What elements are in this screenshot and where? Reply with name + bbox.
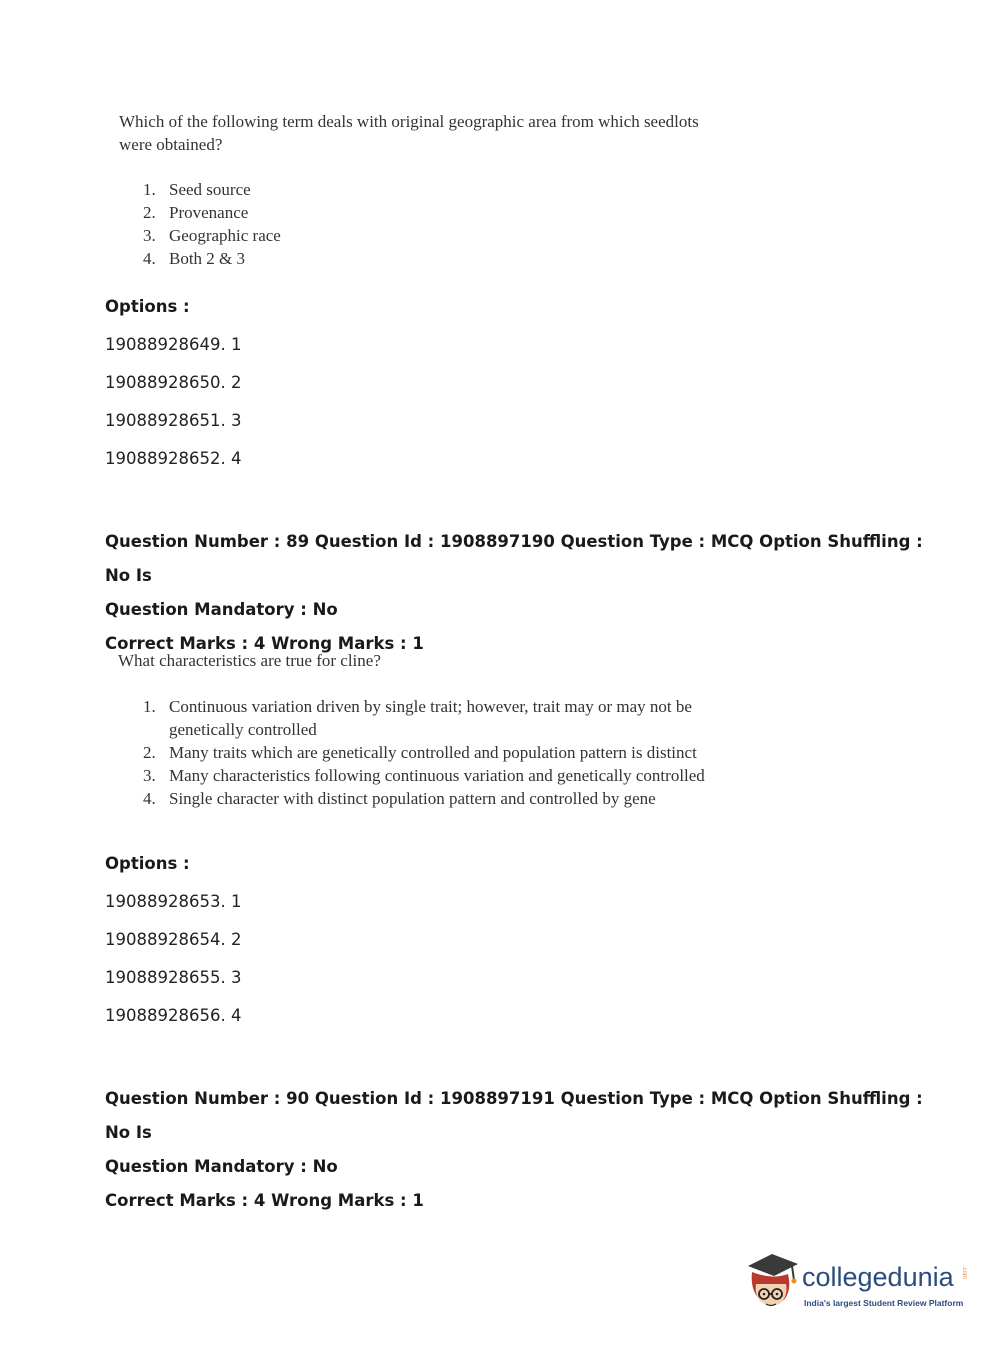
marks-line: Correct Marks : 4 Wrong Marks : 1 [105,1191,424,1210]
question-88-text: Which of the following term deals with original geographic area from which seedlots were obtained? [119,112,699,154]
options-label: Options : [105,297,190,316]
collegedunia-logo [742,1250,972,1320]
question-89-list [143,695,733,810]
meta-line: Question Mandatory : No [105,1157,338,1176]
option-item: 19088928651. 3 [105,411,242,430]
options-label: Options : [105,854,190,873]
logo-com: .com [961,1266,967,1280]
list-item: 4. Both 2 & 3 [143,249,246,268]
question-89-text: What characteristics are true for cline? [118,651,381,670]
logo-tagline: India's largest Student Review Platform [804,1298,964,1308]
question-90-meta [105,1082,925,1218]
list-item: 2. Provenance [143,203,249,222]
option-item: 19088928654. 2 [105,930,242,949]
option-item: 19088928655. 3 [105,968,242,987]
student-mascot-icon [742,1250,802,1314]
list-item: 4. Single character with distinct population pattern and controlled by gene [143,789,656,808]
marks-line: Correct Marks : 4 Wrong Marks : 1 [105,634,424,653]
list-item: 3. Geographic race [143,226,281,245]
option-item: 19088928649. 1 [105,335,242,354]
question-89-meta [105,525,925,661]
option-item: 19088928653. 1 [105,892,242,911]
list-item: 1. Continuous variation driven by single trait; however, trait may or may not be genetically controlled [143,697,692,739]
list-item: 3. Many characteristics following continuous variation and genetically controlled [143,766,705,785]
option-item: 19088928656. 4 [105,1006,242,1025]
logo-wordmark: collegedunia [802,1262,954,1292]
option-item: 19088928650. 2 [105,373,242,392]
option-item: 19088928652. 4 [105,449,242,468]
list-item: 1. Seed source [143,180,251,199]
list-item: 2. Many traits which are genetically controlled and population pattern is distinct [143,743,697,762]
question-88-list [143,178,703,270]
meta-line: Question Number : 89 Question Id : 1908897190 Question Type : MCQ Option Shuffling : No Is [105,532,923,585]
meta-line: Question Number : 90 Question Id : 1908897191 Question Type : MCQ Option Shuffling : No Is [105,1089,923,1142]
meta-line: Question Mandatory : No [105,600,338,619]
